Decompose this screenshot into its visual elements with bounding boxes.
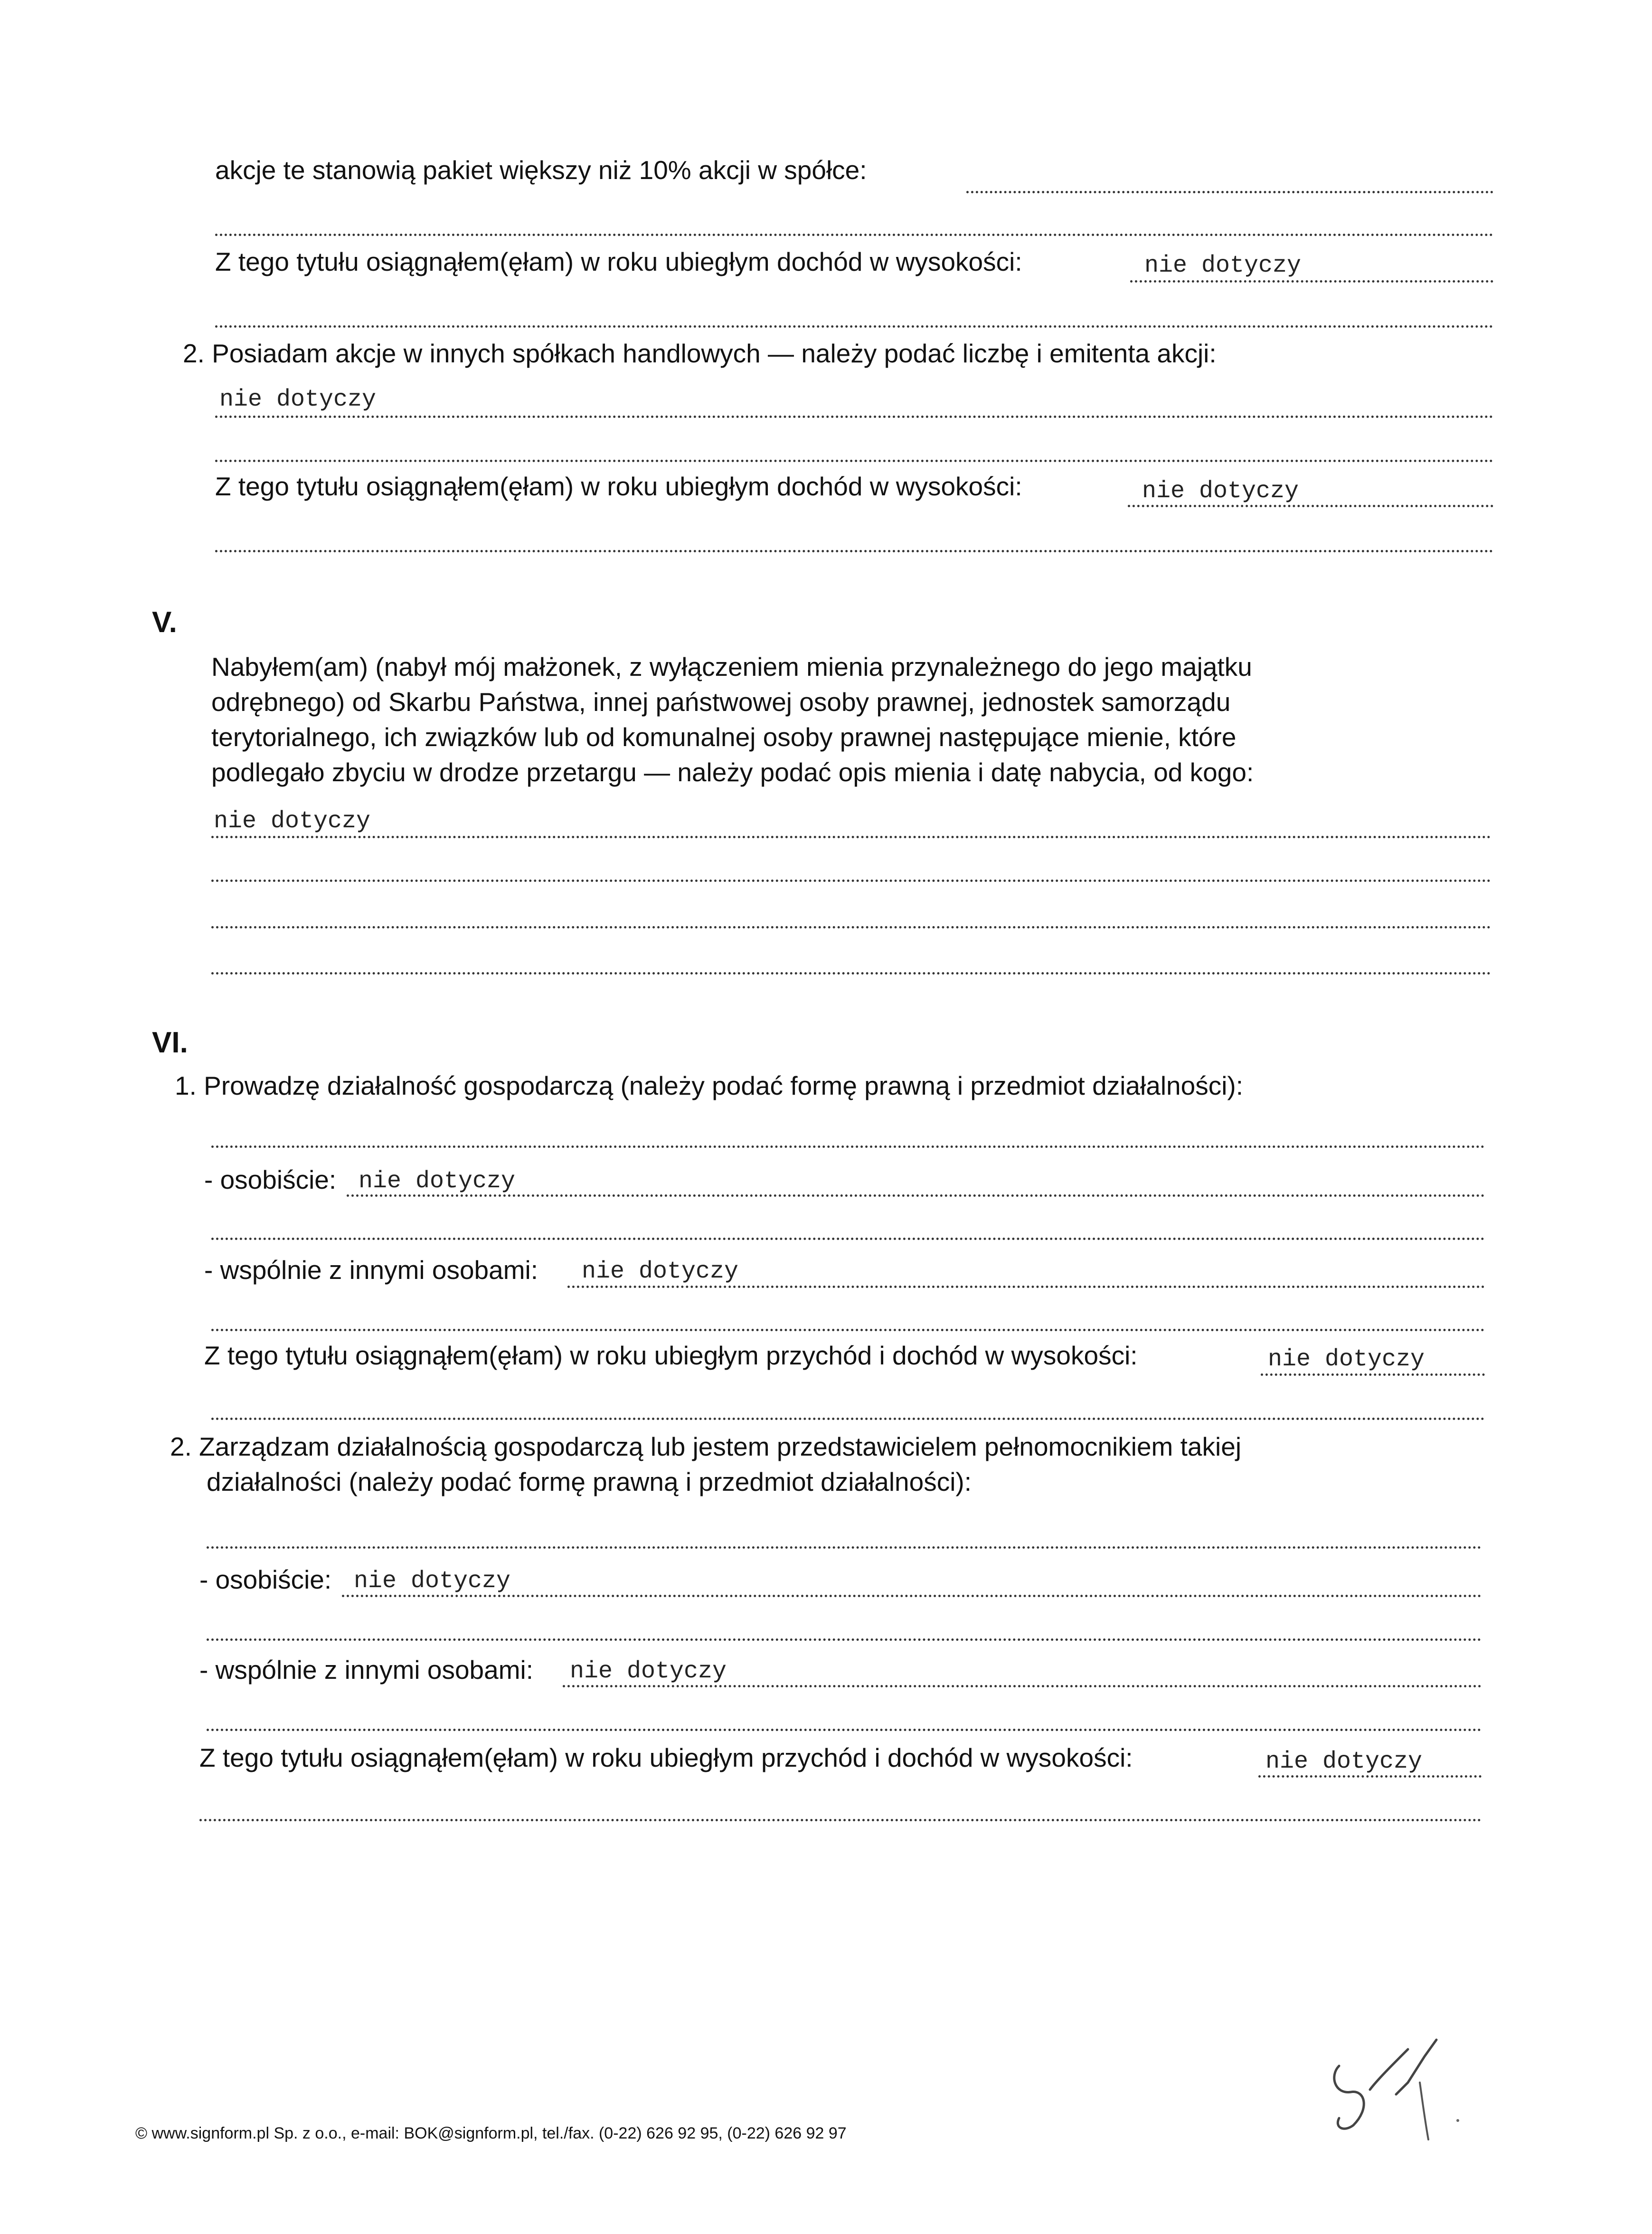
pakiet-label: akcje te stanowią pakiet większy niż 10% akcji w spółce: — [215, 155, 867, 185]
vi-item1-osobiscie-value: nie dotyczy — [359, 1168, 516, 1195]
section-vi-heading: VI. — [152, 1026, 188, 1059]
section-v-para-line-4: podlegało zbyciu w drodze przetargu — należy podać opis mienia i datę nabycia, od kogo: — [211, 757, 1254, 787]
vi-item2-osobiscie-field[interactable] — [342, 1595, 1482, 1597]
dotted-line — [211, 880, 1491, 882]
vi-item2-label-line-1: 2. Zarządzam działalnością gospodarczą lub jestem przedstawicielem pełnomocnikiem takiej — [170, 1432, 1242, 1461]
dotted-line — [215, 550, 1493, 552]
section-v-para-line-3: terytorialnego, ich związków lub od komunalnej osoby prawnej następujące mienie, które — [211, 722, 1237, 752]
item2-label: 2. Posiadam akcje w innych spółkach handlowych — należy podać liczbę i emitenta akcji: — [183, 339, 1217, 368]
footer-text: © www.signform.pl Sp. z o.o., e-mail: BOK@signform.pl, tel./fax. (0-22) 626 92 95, (0-22) 626 92 97 — [135, 2124, 847, 2142]
vi-item1-label: 1. Prowadzę działalność gospodarczą (należy podać formę prawną i przedmiot działalności): — [175, 1071, 1244, 1100]
vi-item2-field[interactable] — [207, 1546, 1482, 1549]
income1-label: Z tego tytułu osiągnąłem(ęłam) w roku ubiegłym dochód w wysokości: — [215, 247, 1022, 276]
vi-item2-label-line-2: działalności (należy podać formę prawną i przedmiot działalności): — [207, 1467, 972, 1496]
vi-item1-income-field[interactable] — [1261, 1373, 1485, 1376]
dotted-line — [215, 234, 1493, 236]
section-v-field[interactable] — [211, 836, 1491, 838]
vi-item2-osobiscie-label: - osobiście: — [199, 1565, 332, 1594]
vi-item2-income-value: nie dotyczy — [1265, 1748, 1423, 1775]
income2-field[interactable] — [1128, 505, 1493, 507]
income2-label: Z tego tytułu osiągnąłem(ęłam) w roku ubiegłym dochód w wysokości: — [215, 472, 1022, 501]
vi-item2-wspolnie-field[interactable] — [563, 1685, 1482, 1687]
dotted-line — [211, 1238, 1485, 1240]
vi-item2-wspolnie-label: - wspólnie z innymi osobami: — [199, 1655, 534, 1685]
income1-field[interactable] — [1130, 280, 1493, 283]
item2-field[interactable] — [215, 416, 1493, 418]
vi-item2-income-label: Z tego tytułu osiągnąłem(ęłam) w roku ubiegłym przychód i dochód w wysokości: — [199, 1743, 1133, 1772]
dotted-line — [215, 325, 1493, 328]
vi-item1-field[interactable] — [211, 1145, 1485, 1148]
signature-image — [1325, 2037, 1482, 2147]
dotted-line — [211, 926, 1491, 928]
dotted-line — [211, 972, 1491, 975]
dotted-line — [207, 1729, 1482, 1731]
vi-item1-income-label: Z tego tytułu osiągnąłem(ęłam) w roku ubiegłym przychód i dochód w wysokości: — [204, 1341, 1138, 1370]
section-v-value: nie dotyczy — [214, 808, 371, 835]
income2-value: nie dotyczy — [1142, 478, 1299, 505]
item2-value: nie dotyczy — [219, 386, 377, 413]
dotted-line — [215, 460, 1493, 462]
vi-item1-osobiscie-label: - osobiście: — [204, 1165, 337, 1194]
dotted-line — [207, 1638, 1482, 1641]
section-v-para-line-2: odrębnego) od Skarbu Państwa, innej państwowej osoby prawnej, jednostek samorządu — [211, 687, 1231, 717]
vi-item2-osobiscie-value: nie dotyczy — [354, 1568, 511, 1595]
vi-item2-income-field[interactable] — [1258, 1775, 1482, 1778]
section-v-para-line-1: Nabyłem(am) (nabył mój małżonek, z wyłączeniem mienia przynależnego do jego majątku — [211, 652, 1252, 682]
pakiet-field[interactable] — [966, 191, 1493, 193]
vi-item1-osobiscie-field[interactable] — [347, 1194, 1485, 1197]
vi-item1-wspolnie-label: - wspólnie z innymi osobami: — [204, 1255, 538, 1285]
section-v-heading: V. — [152, 606, 177, 639]
dotted-line — [211, 1418, 1485, 1420]
vi-item1-income-value: nie dotyczy — [1268, 1346, 1425, 1373]
vi-item2-wspolnie-value: nie dotyczy — [570, 1658, 727, 1685]
income1-value: nie dotyczy — [1144, 252, 1302, 279]
vi-item1-wspolnie-field[interactable] — [567, 1286, 1485, 1288]
dotted-line — [199, 1819, 1482, 1821]
vi-item1-wspolnie-value: nie dotyczy — [582, 1258, 739, 1285]
dotted-line — [211, 1329, 1485, 1331]
